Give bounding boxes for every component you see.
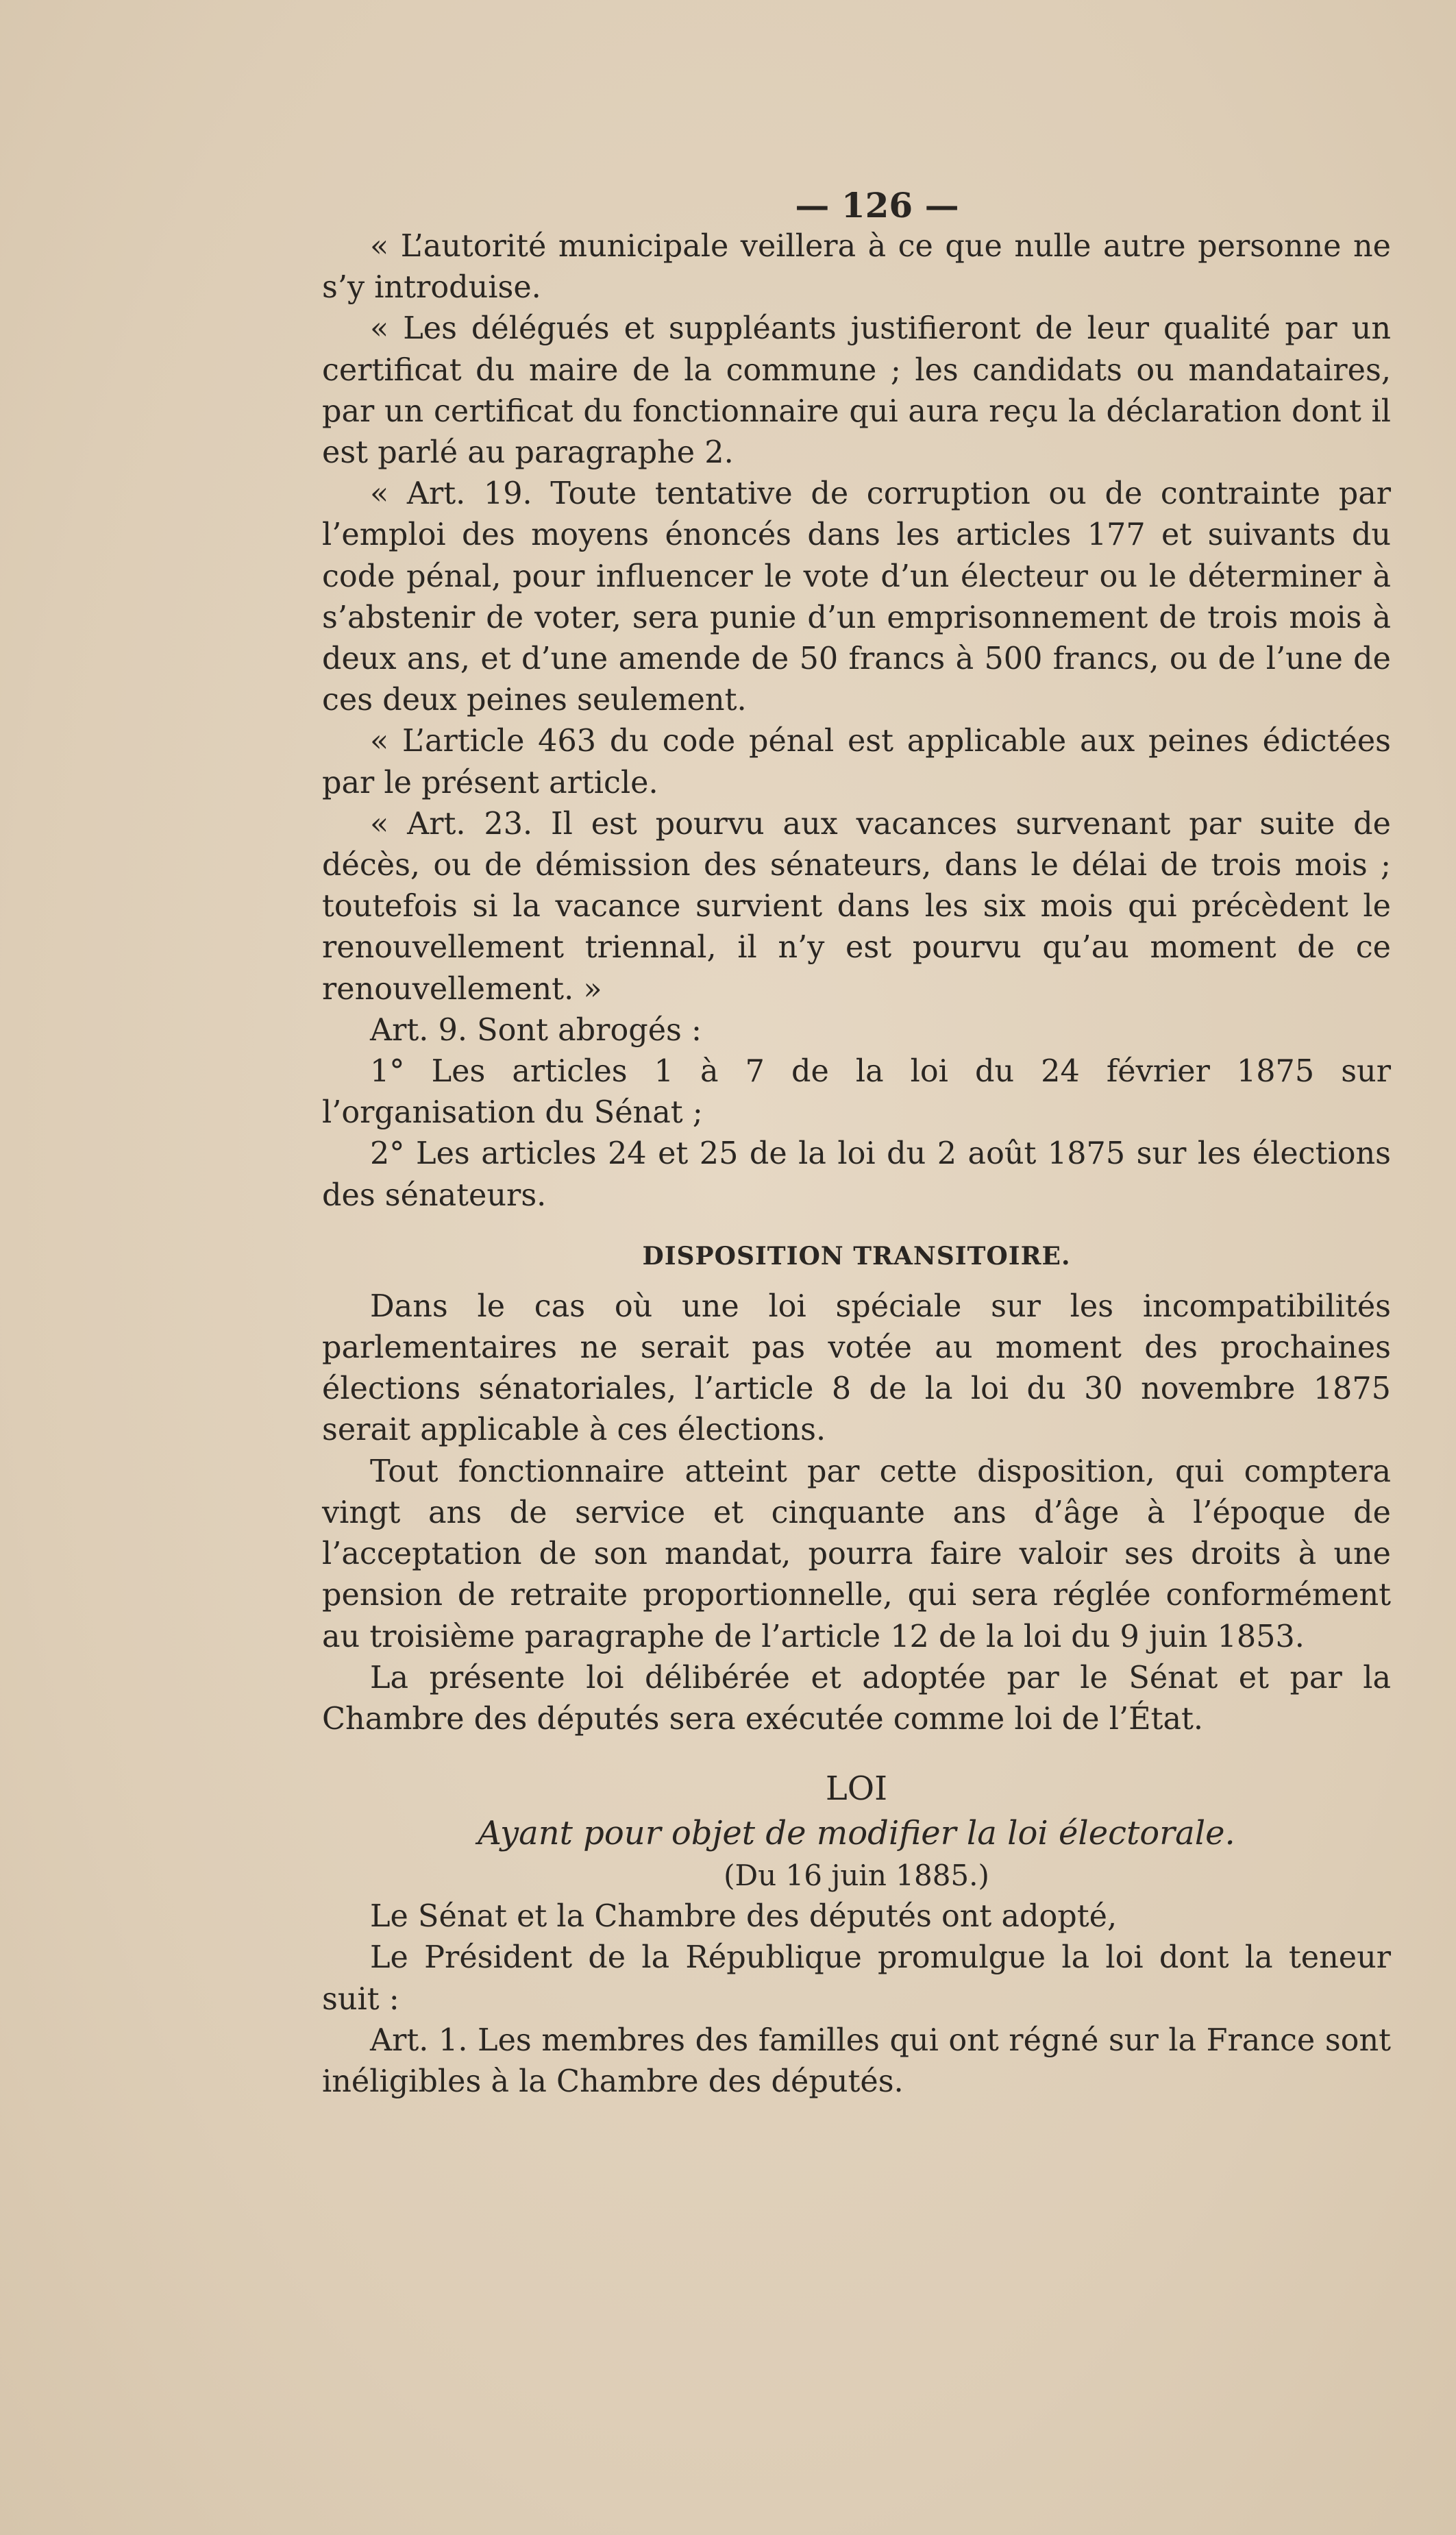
paragraph: « L’autorité municipale veillera à ce que nulle autre personne ne s’y introduise. (322, 229, 1391, 306)
paragraph: 1° Les articles 1 à 7 de la loi du 24 février 1875 sur l’organisation du Sénat ; (322, 1054, 1391, 1131)
section-heading: DISPOSITION TRANSITOIRE. (642, 1241, 1071, 1271)
paragraph: 2° Les articles 24 et 25 de la loi du 2 août 1875 sur les élections des sénateurs. (322, 1136, 1391, 1213)
paragraph: La présente loi délibérée et adoptée par le Sénat et par la Chambre des députés sera exécutée comme loi de l’État. (322, 1660, 1391, 1737)
page-content (322, 185, 1391, 2103)
paragraph: Art. 1. Les membres des familles qui ont régné sur la France sont inéligibles à la Chambre des députés. (322, 2022, 1391, 2099)
paragraph: « Art. 19. Toute tentative de corruption ou de contrainte par l’emploi des moyens énoncés dans les articles 177 et suivants du code pénal, pour influencer le vote d’un électeur ou le déterminer à s’abstenir de voter, sera punie d’un emprisonnement de trois mois à deux ans, et d’une amende de 50 francs à 500 francs, ou de l’une de ces deux peines seulement. (322, 476, 1391, 718)
paragraph: « L’article 463 du code pénal est applicable aux peines édictées par le présent article. (322, 724, 1391, 800)
paragraph: Le Sénat et la Chambre des députés ont adopté, (370, 1899, 1118, 1935)
page-number: — 126 — (795, 185, 959, 225)
paragraph: Le Président de la République promulgue la loi dont la teneur suit : (322, 1940, 1391, 2017)
paragraph: « Les délégués et suppléants justifieront de leur qualité par un certificat du maire de la commune ; les candidats ou mandataires, par un certificat du fonctionnaire qui aura reçu la déclaration dont il est parlé au paragraphe 2. (322, 311, 1391, 471)
paragraph: Dans le cas où une loi spéciale sur les incompatibilités parlementaires ne serait pas votée au moment des prochaines élections sénatoriales, l’article 8 de la loi du 30 novembre 1875 serait applicable à ces élections. (322, 1288, 1391, 1448)
law-title: LOI (825, 1769, 888, 1809)
paragraph: Art. 9. Sont abrogés : (370, 1012, 702, 1048)
law-subtitle: Ayant pour objet de modifier la loi électorale. (478, 1814, 1235, 1853)
paragraph: « Art. 23. Il est pourvu aux vacances survenant par suite de décès, ou de démission des sénateurs, dans le délai de trois mois ; toutefois si la vacance survient dans les six mois qui précèdent le renouvellement triennal, il n’y est pourvu qu’au moment de ce renouvellement. » (322, 806, 1391, 1007)
paragraph: Tout fonctionnaire atteint par cette disposition, qui comptera vingt ans de service et cinquante ans d’âge à l’époque de l’acceptation de son mandat, pourra faire valoir ses droits à une pension de retraite proportionnelle, qui sera réglée conformément au troisième paragraphe de l’article 12 de la loi du 9 juin 1853. (322, 1454, 1391, 1654)
law-date: (Du 16 juin 1885.) (724, 1859, 989, 1893)
